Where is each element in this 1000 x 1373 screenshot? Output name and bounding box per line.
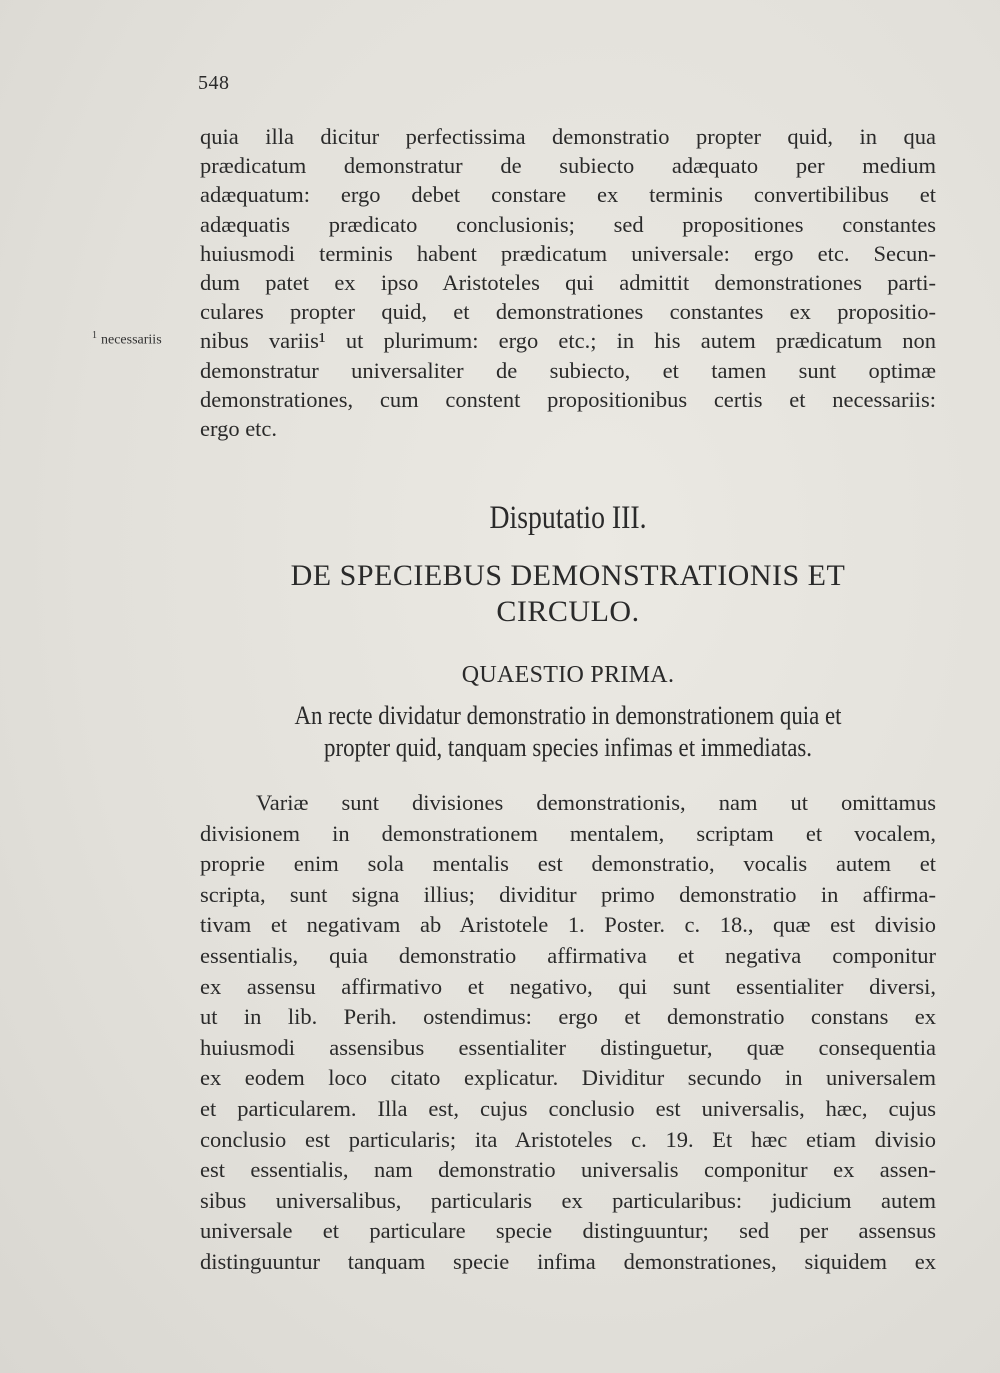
disputatio-title: Disputatio III. — [489, 500, 647, 536]
text-line: conclusio est particularis; ita Aristoteles c. 19. Et hæc etiam divisio — [200, 1126, 936, 1152]
text-line: Variæ sunt divisiones demonstrationis, nam ut omittamus — [256, 790, 936, 815]
text-line: huiusmodi assensibus essentialiter distinguetur, quæ consequentia — [200, 1034, 936, 1060]
quaestio-title-line: propter quid, tanquam species infimas et immediatas. — [324, 733, 812, 762]
disputatio-subtitle-line: DE SPECIEBUS DEMONSTRATIONIS ET — [290, 559, 846, 592]
disputatio-subtitle — [200, 558, 936, 630]
margin-note-text: necessariis — [101, 332, 162, 348]
text-line: culares propter quid, et demonstrationes constantes ex propositio- — [200, 299, 936, 325]
text-line: adæquatum: ergo debet constare ex terminis convertibilibus et — [200, 182, 936, 208]
paragraph-2 — [200, 788, 936, 1278]
text-line: tivam et negativam ab Aristotele 1. Poster. c. 18., quæ est divisio — [200, 912, 936, 938]
text-line: ut in lib. Perih. ostendimus: ergo et demonstratio constans ex — [200, 1004, 936, 1030]
text-line: quia illa dicitur perfectissima demonstratio propter quid, in qua — [200, 124, 936, 149]
page-number: 548 — [198, 72, 230, 94]
text-line: et particularem. Illa est, cujus conclusio est universalis, hæc, cujus — [200, 1095, 936, 1121]
margin-note-marker: 1 — [92, 330, 97, 341]
paragraph-1 — [200, 122, 936, 443]
text-line: adæquatis prædicato conclusionis; sed propositiones constantes — [200, 211, 936, 237]
text-line: ex assensu affirmativo et negativo, qui sunt essentialiter diversi, — [200, 973, 936, 999]
text-line: divisionem in demonstrationem mentalem, scriptam et vocalem, — [200, 820, 936, 846]
text-line: huiusmodi terminis habent prædicatum universale: ergo etc. Secun- — [200, 240, 936, 266]
text-line: essentialis, quia demonstratio affirmativa et negativa componitur — [200, 942, 936, 968]
text-line: universale et particulare specie distinguuntur; sed per assensus — [200, 1218, 936, 1244]
disputatio-subtitle-line: CIRCULO. — [496, 595, 640, 628]
text-line: distinguuntur tanquam specie infima demonstrationes, siquidem ex — [200, 1248, 936, 1274]
text-line: ergo etc. — [200, 416, 278, 442]
text-line: proprie enim sola mentalis est demonstratio, vocalis autem et — [200, 851, 936, 877]
text-line: prædicatum demonstratur de subiecto adæquato per medium — [200, 153, 936, 179]
quaestio-title-line: An recte dividatur demonstratio in demonstrationem quia et — [294, 701, 842, 730]
text-line: nibus variis¹ ut plurimum: ergo etc.; in his autem prædicatum non — [200, 328, 936, 354]
margin-note — [92, 330, 162, 349]
text-line: dum patet ex ipso Aristoteles qui admittit demonstrationes parti- — [200, 270, 936, 296]
text-line: demonstrationes, cum constent propositionibus certis et necessariis: — [200, 386, 936, 412]
quaestio-title — [244, 700, 892, 764]
text-line: demonstratur universaliter de subiecto, et tamen sunt optimæ — [200, 357, 936, 383]
text-line: scripta, sunt signa illius; dividitur primo demonstratio in affirma- — [200, 881, 936, 907]
text-line: ex eodem loco citato explicatur. Dividitur secundo in universalem — [200, 1065, 936, 1091]
quaestio-heading: QUAESTIO PRIMA. — [461, 662, 675, 688]
text-line: est essentialis, nam demonstratio universalis componitur ex assen- — [200, 1157, 936, 1183]
text-line: sibus universalibus, particularis ex particularibus: judicium autem — [200, 1187, 936, 1213]
